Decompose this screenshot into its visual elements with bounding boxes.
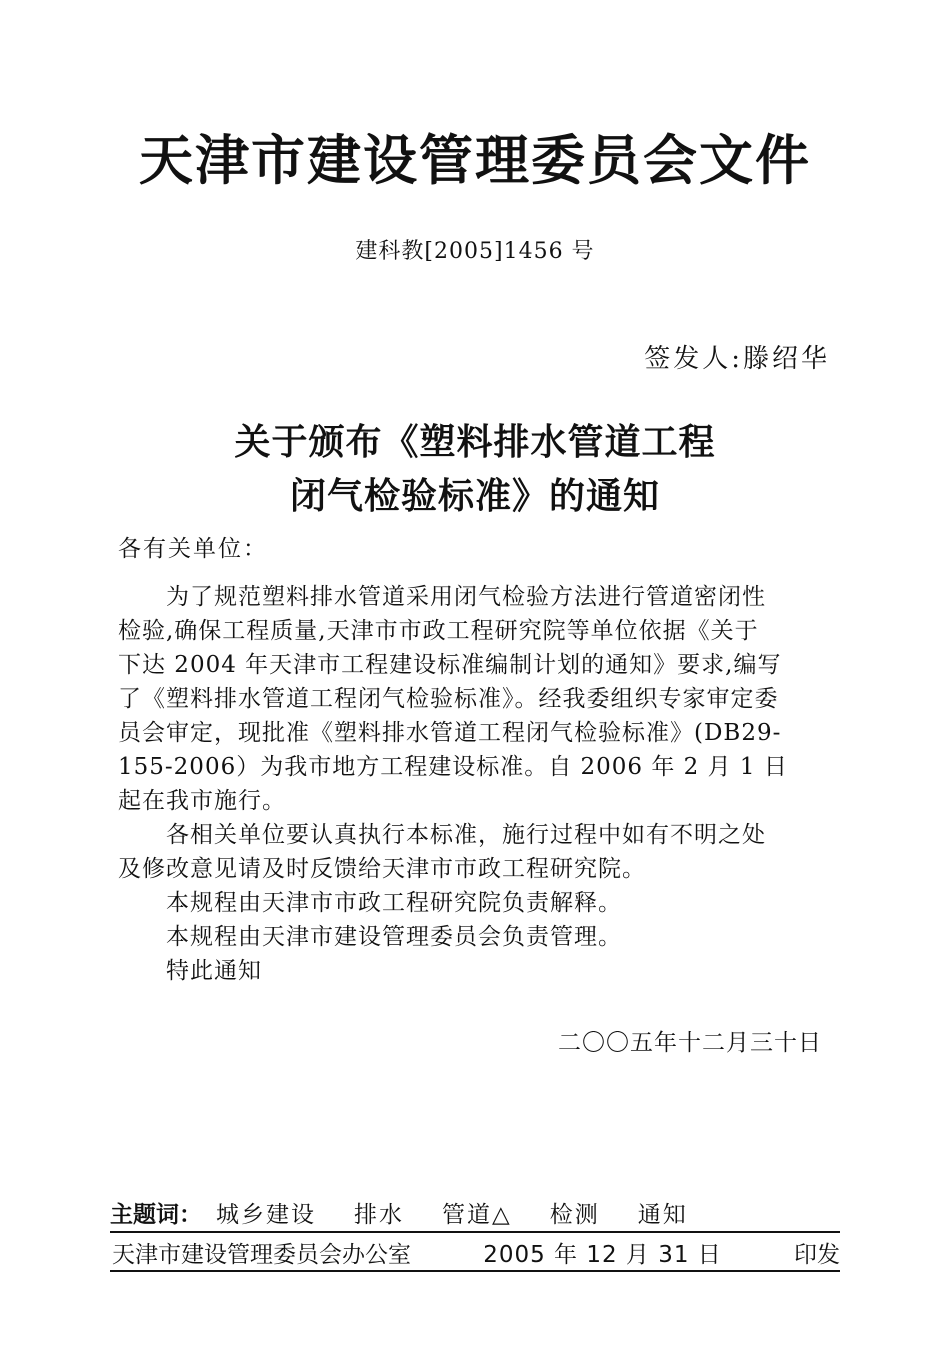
document-header-title: 天津市建设管理委员会文件 — [139, 128, 811, 192]
keywords-row — [110, 1196, 726, 1229]
notice-title-line-2: 闭气检验标准》的通知 — [289, 475, 660, 517]
signer: 签发人:滕绍华 — [644, 344, 830, 374]
document-date: 二〇〇五年十二月三十日 — [558, 1030, 822, 1056]
footer-row — [112, 1236, 840, 1269]
body-line: 起在我市施行。 — [118, 788, 286, 814]
body-line: 及修改意见请及时反馈给天津市市政工程研究院。 — [118, 856, 646, 882]
body-line: 员会审定，现批准《塑料排水管道工程闭气检验标准》(DB29- — [118, 720, 782, 746]
body-line: 检验,确保工程质量,天津市市政工程研究院等单位依据《关于 — [118, 618, 759, 644]
footer-rule-top — [110, 1231, 840, 1233]
footer-rule-bottom — [110, 1270, 840, 1272]
salutation: 各有关单位： — [118, 536, 268, 562]
body-line: 了《塑料排水管道工程闭气检验标准》。经我委组织专家审定委 — [118, 686, 779, 712]
body-line: 本规程由天津市建设管理委员会负责管理。 — [166, 924, 622, 950]
keyword-item: 检测 — [549, 1202, 600, 1228]
body-line: 为了规范塑料排水管道采用闭气检验方法进行管道密闭性 — [166, 584, 766, 610]
keywords-label: 主题词： — [110, 1202, 202, 1228]
footer-issuer: 天津市建设管理委员会办公室 — [112, 1242, 411, 1268]
keyword-item: 城乡建设 — [216, 1202, 316, 1228]
keyword-item: 排水 — [354, 1202, 404, 1228]
keyword-item: 通知 — [637, 1202, 688, 1228]
keyword-item: 管道△ — [442, 1202, 512, 1228]
body-line: 各相关单位要认真执行本标准，施行过程中如有不明之处 — [166, 822, 766, 848]
notice-title-line-1: 关于颁布《塑料排水管道工程 — [234, 421, 716, 463]
footer-date: 2005 年 12 月 31 日 — [483, 1242, 722, 1268]
footer-action: 印发 — [794, 1242, 840, 1268]
body-line: 155-2006）为我市地方工程建设标准。自 2006 年 2 月 1 日 — [118, 754, 788, 780]
body-line: 本规程由天津市市政工程研究院负责解释。 — [166, 890, 622, 916]
document-number: 建科教[2005]1456 号 — [355, 239, 595, 264]
body-line: 下达 2004 年天津市工程建设标准编制计划的通知》要求,编写 — [118, 652, 782, 678]
body-line: 特此通知 — [166, 958, 262, 984]
